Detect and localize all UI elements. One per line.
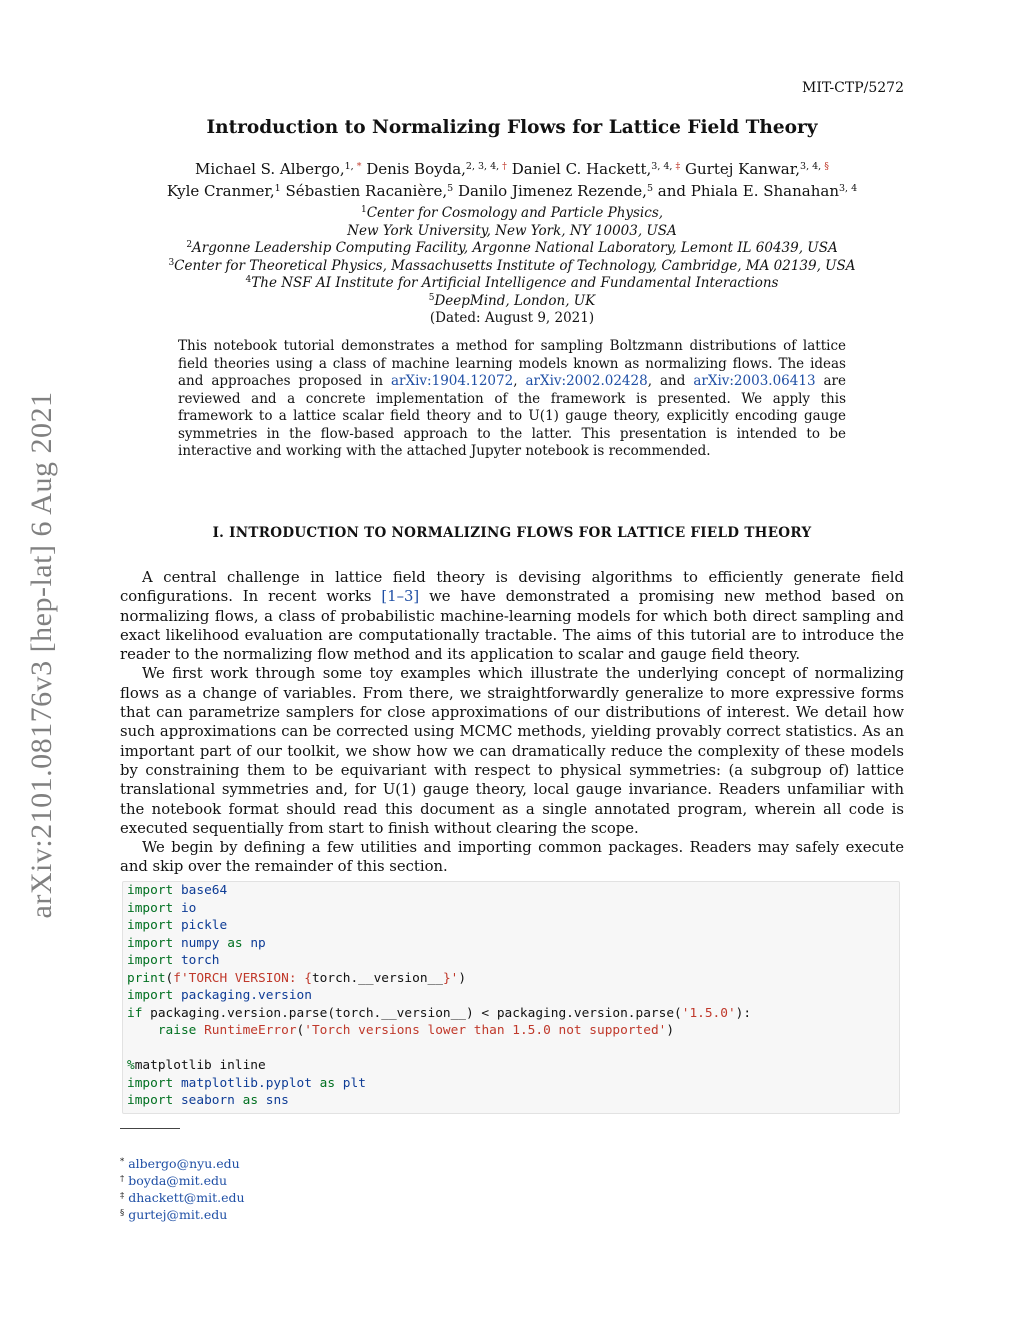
author-name: Denis Boyda, xyxy=(366,160,466,178)
author-footnote-mark[interactable]: § xyxy=(821,161,829,172)
author-affil-sup: 1, xyxy=(344,161,354,172)
author-footnote-mark[interactable]: * xyxy=(353,161,362,172)
footnote-item: § gurtej@mit.edu xyxy=(120,1207,228,1222)
author-name: Danilo Jimenez Rezende, xyxy=(457,182,647,200)
footnote-item: † boyda@mit.edu xyxy=(120,1173,228,1188)
author-line-1 xyxy=(120,158,904,180)
footnote-item: * albergo@nyu.edu xyxy=(120,1156,240,1171)
author-name: Kyle Cranmer, xyxy=(166,182,275,200)
author-affil-sup: 2, 3, 4, xyxy=(465,161,500,172)
footnote-item: ‡ dhackett@mit.edu xyxy=(120,1190,245,1205)
author-affil-sup: 3, 4, xyxy=(651,161,673,172)
affiliation-item: $^2$Argonne Leadership Computing Facility, Argonne National Laboratory, Lemont IL 60439, USA xyxy=(186,240,838,256)
affiliation-item: $^3$Center for Theoretical Physics, Massachusetts Institute of Technology, Cambridge, MA 02139, USA xyxy=(168,257,856,274)
citation-link[interactable]: [1–3] xyxy=(381,588,420,606)
author-affil-sup: 5 xyxy=(646,183,653,194)
footnote-list xyxy=(120,1155,245,1223)
author-line-2 xyxy=(120,180,904,202)
paper-title: Introduction to Normalizing Flows for Lattice Field Theory xyxy=(206,117,818,138)
author-footnote-mark[interactable]: † xyxy=(499,161,507,172)
email-link[interactable]: dhackett@mit.edu xyxy=(128,1190,245,1205)
arxiv-stamp-text: arXiv:2101.08176v3 [hep-lat] 6 Aug 2021 xyxy=(25,391,58,919)
paragraph: We begin by defining a few utilities and importing common packages. Readers may safely execute and skip over the remainder of this section. xyxy=(120,839,904,876)
report-number: MIT-CTP/5272 xyxy=(802,80,904,96)
email-link[interactable]: gurtej@mit.edu xyxy=(128,1207,228,1222)
section-heading: I. INTRODUCTION TO NORMALIZING FLOWS FOR LATTICE FIELD THEORY xyxy=(212,525,812,541)
arxiv-link[interactable]: arXiv:1904.12072 xyxy=(391,373,514,389)
author-name: Daniel C. Hackett, xyxy=(511,160,652,178)
abstract: This notebook tutorial demonstrates a method for sampling Boltzmann distributions of lattice field theories using a class of machine learning models known as normalizing flows. The ideas and approaches proposed in arXiv:1904.12072, arXiv:2002.02428, and arXiv:2003.06413 are reviewed and a concrete implementation of the framework is presented. We apply this framework to a lattice scalar field theory and to U(1) gauge theory, explicitly encoding gauge symmetries in the flow-based approach to the latter. This presentation is intended to be interactive and working with the attached Jupyter notebook is recommended. xyxy=(178,338,846,459)
author-name: Gurtej Kanwar, xyxy=(685,160,801,178)
code-block[interactable]: import base64 import io import pickle import numpy as np import torch print(f'TORCH VERSION: {torch.__version__}') import packaging.version if packaging.version.parse(torch.__version__) < packaging.version.parse('1.5.0'): raise RuntimeError('Torch versions lower than 1.5.0 not supported') %matplotlib inline import matplotlib.pyplot as plt import seaborn as sns xyxy=(122,881,900,1114)
author-affil-sup: 1 xyxy=(274,183,281,194)
author-name: Michael S. Albergo, xyxy=(195,160,345,178)
affiliation-item: New York University, New York, NY 10003, USA xyxy=(347,222,677,239)
footnote-divider xyxy=(120,1128,180,1129)
author-footnote-mark[interactable]: ‡ xyxy=(672,161,681,172)
arxiv-link[interactable]: arXiv:2003.06413 xyxy=(693,373,816,389)
author-affil-sup: 5 xyxy=(447,183,454,194)
arxiv-link[interactable]: arXiv:2002.02428 xyxy=(525,373,648,389)
paragraph: We first work through some toy examples which illustrate the underlying concept of normalizing flows as a change of variables. From there, we straightforwardly generalize to more expressive forms that can parametrize samplers for close approximations of our distributions of interest. We detail how such approximations can be corrected using MCMC methods, yielding provably correct statistics. As an important part of our toolkit, we show how we can dramatically reduce the complexity of these models by constraining them to be equivariant with respect to physical symmetries: (a subgroup of) lattice translational symmetries and, for U(1) gauge theory, local gauge invariance. Readers unfamiliar with the notebook format should read this document as a single annotated program, wherein all code is executed sequentially from start to finish without clearing the scope. xyxy=(120,665,904,837)
affiliation-item: $^5$DeepMind, London, UK xyxy=(428,292,596,309)
author-name: and Phiala E. Shanahan xyxy=(657,182,839,200)
author-name: Sébastien Racanière, xyxy=(285,182,448,200)
paragraph: A central challenge in lattice field theory is devising algorithms to efficiently generate field configurations. In recent works [1–3] we have demonstrated a promising new method based on normalizing flows, a class of probabilistic machine-learning models for which both direct sampling and exact likelihood evaluation are computationally tractable. The aims of this tutorial are to introduce the reader to the normalizing flow method and its application to scalar and gauge field theory. xyxy=(120,569,904,664)
author-list xyxy=(120,158,904,202)
affiliation-item: $^4$The NSF AI Institute for Artificial Intelligence and Fundamental Interactions xyxy=(245,275,779,291)
affiliation-list xyxy=(120,205,904,328)
email-link[interactable]: albergo@nyu.edu xyxy=(128,1156,240,1171)
author-affil-sup: 3, 4, xyxy=(800,161,822,172)
author-affil-sup: 3, 4 xyxy=(839,183,858,194)
affiliation-item: $^1$Center for Cosmology and Particle Physics, xyxy=(360,205,664,221)
body-text xyxy=(120,568,904,877)
date-line: (Dated: August 9, 2021) xyxy=(429,310,595,326)
email-link[interactable]: boyda@mit.edu xyxy=(128,1173,228,1188)
